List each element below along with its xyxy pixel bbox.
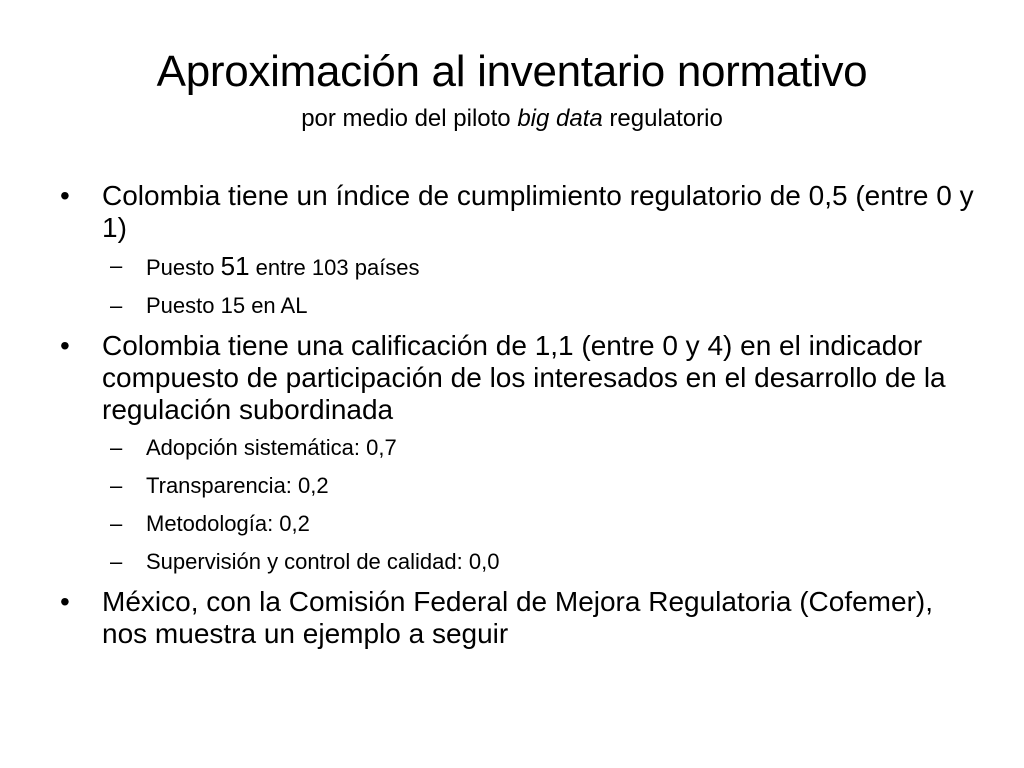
- sub-bullet-item: [60, 548, 980, 576]
- dash-glyph: –: [110, 549, 123, 574]
- bullet-item: [60, 330, 980, 426]
- sub-bullet-item: [60, 510, 980, 538]
- slide-title: Aproximación al inventario normativo: [156, 47, 868, 96]
- slide-subtitle: [40, 104, 984, 134]
- sub-bullet-text: Transparencia: 0,2: [146, 473, 329, 498]
- subtitle-text-start: por medio del piloto: [301, 105, 518, 132]
- dash-glyph: –: [110, 253, 123, 278]
- rank-number: 51: [220, 251, 250, 281]
- sub-bullet-item: [60, 434, 980, 462]
- slide-body: [60, 180, 980, 658]
- dash-glyph: –: [110, 293, 123, 318]
- bullet-glyph: •: [60, 586, 70, 617]
- title-block: [40, 44, 984, 134]
- dash-glyph: –: [110, 511, 123, 536]
- sub-bullet-text: Supervisión y control de calidad: 0,0: [146, 549, 500, 574]
- sub-bullet-text-start: Puesto: [146, 255, 221, 280]
- sub-bullet-text: Metodología: 0,2: [146, 511, 310, 536]
- sub-bullet-text: Adopción sistemática: 0,7: [146, 435, 397, 460]
- bullet-item: [60, 586, 980, 650]
- bullet-item: [60, 180, 980, 244]
- bullet-text: México, con la Comisión Federal de Mejora Regulatoria (Cofemer), nos muestra un ejemplo a seguir: [102, 586, 934, 649]
- dash-glyph: –: [110, 473, 123, 498]
- sub-bullet-item: [60, 292, 980, 320]
- bullet-text: Colombia tiene un índice de cumplimiento regulatorio de 0,5 (entre 0 y 1): [102, 180, 974, 243]
- sub-bullet-item: [60, 252, 980, 282]
- subtitle-italic-text: big data: [517, 105, 603, 132]
- sub-bullet-text: Puesto 15 en AL: [146, 293, 308, 318]
- bullet-text: Colombia tiene una calificación de 1,1 (entre 0 y 4) en el indicador compuesto de participación de los interesados en el desarrollo de la regulación subordinada: [102, 330, 946, 425]
- bullet-glyph: •: [60, 180, 70, 211]
- sub-bullet-item: [60, 472, 980, 500]
- sub-bullet-text-end: entre 103 países: [249, 255, 420, 280]
- bullet-glyph: •: [60, 330, 70, 361]
- dash-glyph: –: [110, 435, 123, 460]
- subtitle-text-end: regulatorio: [602, 105, 723, 132]
